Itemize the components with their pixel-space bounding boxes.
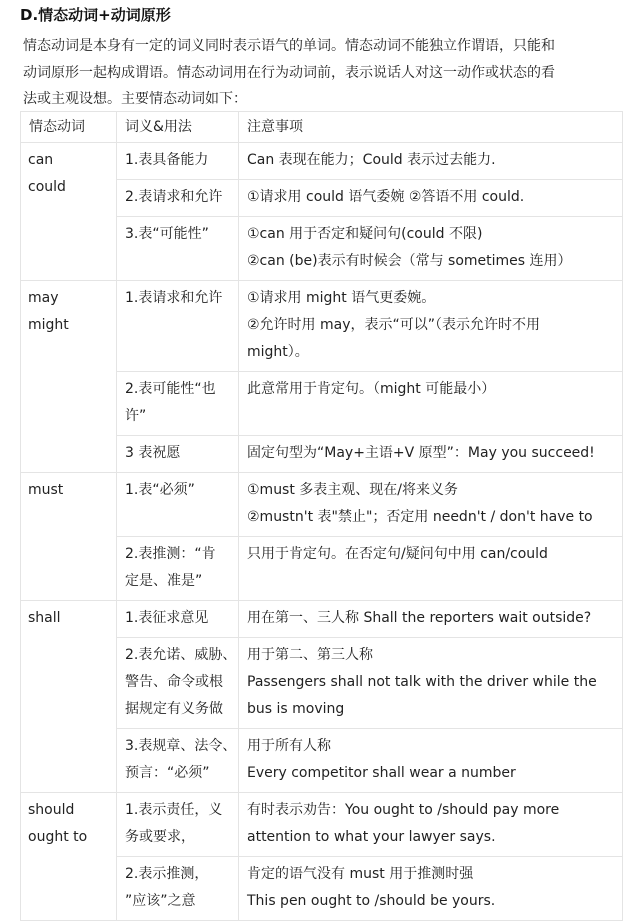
modal-verb-list [21,143,116,206]
note-line: 用于所有人称 [247,738,331,754]
usage-line: 据规定有义务做 [125,701,223,717]
header-cell-verb [21,112,117,143]
note-line: 用在第一、三人称 Shall the reporters wait outside? [247,610,592,626]
section-title: D.情态动词+动词原形 [20,6,171,24]
notes-cell [239,729,623,793]
modal-verb: might [28,317,69,333]
header-label: 词义&用法 [125,118,192,135]
header-label: 注意事项 [247,118,303,135]
notes-cell [239,473,623,537]
notes-cell [239,537,623,601]
usage-line: 定是、准是” [125,573,203,589]
table-row [21,143,623,180]
usage-cell [117,601,239,638]
usage-line: 2.表推测：“肯 [125,546,216,562]
modal-verb-cell [21,473,117,601]
note-line: bus is moving [247,701,345,717]
modal-verb: ought to [28,829,88,845]
usage-line: 2.表请求和允许 [125,189,223,205]
modal-verb: must [28,482,64,498]
table-body [21,112,623,921]
header-cell-usage [117,112,239,143]
usage-line: 3 表祝愿 [125,445,181,461]
modal-verb-cell [21,793,117,921]
table-row [21,793,623,857]
usage-line: 1.表请求和允许 [125,290,223,306]
usage-line: 1.表征求意见 [125,610,209,626]
notes-cell [239,180,623,217]
usage-cell [117,180,239,217]
notes-cell [239,143,623,180]
table-header-row [21,112,623,143]
intro-line: 动词原形一起构成谓语。情态动词用在行为动词前，表示说话人对这一动作或状态的看 [23,64,555,81]
notes-cell [239,857,623,921]
usage-line: 3.表“可能性” [125,226,209,242]
note-line: 只用于肯定句。在否定句/疑问句中用 can/could [247,546,548,562]
usage-line: 2.表示推测， [125,866,209,882]
usage-cell [117,473,239,537]
modal-verb-cell [21,601,117,793]
note-line: ①can 用于否定和疑问句(could 不限) [247,226,483,242]
note-line: might）。 [247,344,309,360]
modal-verb-list [21,793,116,856]
note-line: 用于第二、第三人称 [247,647,373,663]
note-line: ①must 多表主观、现在/将来义务 [247,482,459,498]
modal-verb-list [21,601,116,637]
note-line: Can 表现在能力；Could 表示过去能力. [247,152,496,168]
usage-cell [117,857,239,921]
usage-cell [117,638,239,729]
usage-line: ”应该”之意 [125,893,196,909]
usage-cell [117,281,239,372]
note-line: attention to what your lawyer says. [247,829,496,845]
note-line: ②mustn't 表"禁止"；否定用 needn't / don't have to [247,509,593,525]
modal-verb-table [20,111,623,921]
intro-paragraph [23,33,623,113]
intro-line: 法或主观设想。主要情态动词如下： [23,91,247,107]
usage-line: 1.表“必须” [125,482,195,498]
note-line: Every competitor shall wear a number [247,765,516,781]
note-line: ①请求用 might 语气更委婉。 [247,290,436,306]
modal-verb: could [28,179,66,195]
usage-cell [117,217,239,281]
notes-cell [239,217,623,281]
usage-line: 务或要求， [125,829,195,845]
usage-line: 1.表具备能力 [125,152,209,168]
note-line: 此意常用于肯定句。（might 可能最小） [247,381,496,397]
note-line: 肯定的语气没有 must 用于推测时强 [247,866,474,882]
usage-cell [117,537,239,601]
note-line: This pen ought to /should be yours. [247,893,496,909]
usage-cell [117,436,239,473]
header-label: 情态动词 [29,118,85,135]
usage-line: 3.表规章、法令、 [125,738,237,754]
notes-cell [239,436,623,473]
usage-line: 许” [125,408,147,424]
note-line: 有时表示劝告：You ought to /should pay more [247,802,560,818]
notes-cell [239,281,623,372]
usage-cell [117,143,239,180]
usage-line: 2.表允诺、威胁、 [125,647,237,663]
modal-verb-list [21,473,116,509]
table-row [21,601,623,638]
modal-verb-cell [21,143,117,281]
notes-cell [239,601,623,638]
usage-line: 预言：“必须” [125,765,210,781]
note-line: ②can (be)表示有时候会（常与 sometimes 连用） [247,253,572,269]
modal-verb: can [28,152,54,168]
modal-verb: shall [28,610,61,626]
usage-cell [117,729,239,793]
note-line: ②允许时用 may，表示“可以”（表示允许时不用 [247,317,541,333]
usage-line: 2.表可能性“也 [125,381,216,397]
usage-cell [117,793,239,857]
table-row [21,473,623,537]
modal-verb-list [21,281,116,344]
modal-verb: may [28,290,59,306]
header-cell-notes [239,112,623,143]
note-line: Passengers shall not talk with the driver while the [247,674,597,690]
notes-cell [239,638,623,729]
note-line: 固定句型为“May+主语+V 原型”：May you succeed! [247,445,595,461]
table-row [21,281,623,372]
usage-cell [117,372,239,436]
intro-line: 情态动词是本身有一定的词义同时表示语气的单词。情态动词不能独立作谓语，只能和 [23,38,555,54]
notes-cell [239,372,623,436]
notes-cell [239,793,623,857]
note-line: ①请求用 could 语气委婉 ②答语不用 could. [247,189,525,205]
usage-line: 警告、命令或根 [125,674,223,690]
modal-verb: should [28,802,75,818]
modal-verb-cell [21,281,117,473]
usage-line: 1.表示责任，义 [125,802,223,818]
